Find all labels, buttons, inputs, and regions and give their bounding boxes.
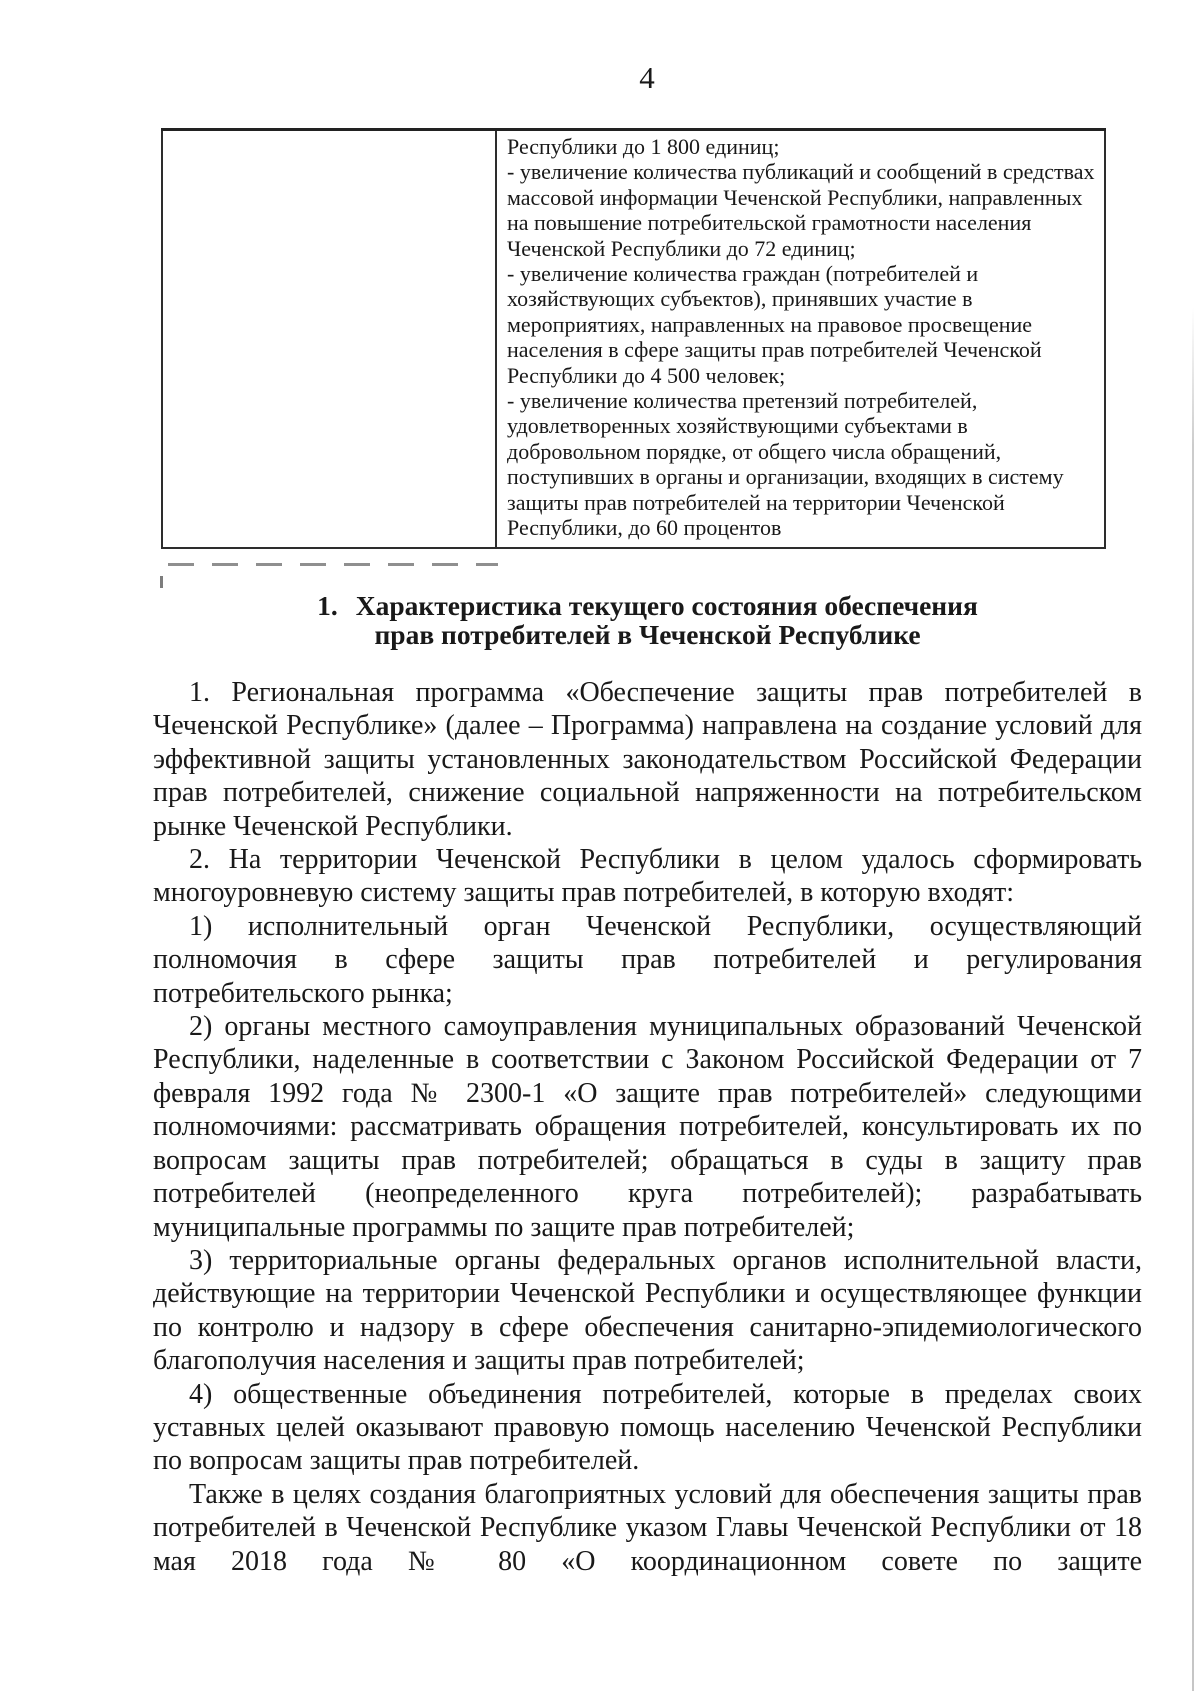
paragraph: 4) общественные объединения потребителей, которые в пределах своих уставных целей оказывают правовую помощь населению Чеченской Республики по вопросам защиты прав потребителей.	[153, 1378, 1142, 1477]
table-cell-paragraph: - увеличение количества публикаций и сообщений в средствах массовой информации Чеченской Республики, направленных на повышение потребительской грамотности населения Чеченской Республики до 72 единиц;	[507, 159, 1095, 261]
scan-edge-artifact	[1192, 308, 1194, 1691]
table-left-cell	[162, 130, 496, 548]
paragraph: Также в целях создания благоприятных условий для обеспечения защиты прав потребителей в Чеченской Республике указом Главы Чеченской Республики от 18 мая 2018 года № 80 «О координационном совете по защите	[153, 1478, 1142, 1577]
section-number: 1.	[317, 590, 338, 621]
table-cell-paragraph: Республики до 1 800 единиц;	[507, 134, 780, 159]
paragraph: 3) территориальные органы федеральных органов исполнительной власти, действующие на территории Чеченской Республики и осуществляющее функции по контролю и надзору в сфере обеспечения санитарно-эпидемиологического благополучия населения и защиты прав потребителей;	[153, 1244, 1142, 1377]
scan-artifact-tick	[160, 576, 163, 588]
scan-artifact-dashes	[168, 563, 498, 566]
section-title-line1: Характеристика текущего состояния обеспечения	[355, 590, 978, 621]
section-heading	[153, 591, 1142, 649]
section-heading-line1	[153, 591, 1142, 620]
document-body	[153, 676, 1142, 1578]
table-right-cell	[496, 130, 1105, 548]
paragraph: 2) органы местного самоуправления муниципальных образований Чеченской Республики, наделенные в соответствии с Законом Российской Федерации от 7 февраля 1992 года № 2300-1 «О защите прав потребителей» следующими полномочиями: рассматривать обращения потребителей, консультировать их по вопросам защиты прав потребителей; обращаться в суды в защиту прав потребителей (неопределенного круга потребителей); разрабатывать муниципальные программы по защите прав потребителей;	[153, 1011, 1142, 1243]
paragraph: 1) исполнительный орган Чеченской Республики, осуществляющий полномочия в сфере защиты прав потребителей и регулирования потребительского рынка;	[153, 910, 1142, 1009]
section-title-line2: прав потребителей в Чеченской Республике	[374, 619, 921, 650]
table-cell-paragraph: - увеличение количества граждан (потребителей и хозяйствующих субъектов), принявших участие в мероприятиях, направленных на правовое просвещение населения в сфере защиты прав потребителей Чеченской Республики до 4 500 человек;	[507, 261, 1042, 388]
table-cell-paragraph: - увеличение количества претензий потребителей, удовлетворенных хозяйствующими субъектами в добровольном порядке, от общего числа обращений, поступивших в органы и организации, входящих в систему защиты прав потребителей на территории Чеченской Республики, до 60 процентов	[507, 388, 1064, 541]
continuation-table	[161, 128, 1106, 549]
paragraph: 1. Региональная программа «Обеспечение защиты прав потребителей в Чеченской Республике» (далее – Программа) направлена на создание условий для эффективной защиты установленных законодательством Российской Федерации прав потребителей, снижение социальной напряженности на потребительском рынке Чеченской Республики.	[153, 677, 1142, 842]
paragraph: 2. На территории Чеченской Республики в целом удалось сформировать многоуровневую систему защиты прав потребителей, в которую входят:	[153, 844, 1142, 909]
page-number: 4	[639, 60, 655, 95]
table-row	[162, 130, 1105, 548]
